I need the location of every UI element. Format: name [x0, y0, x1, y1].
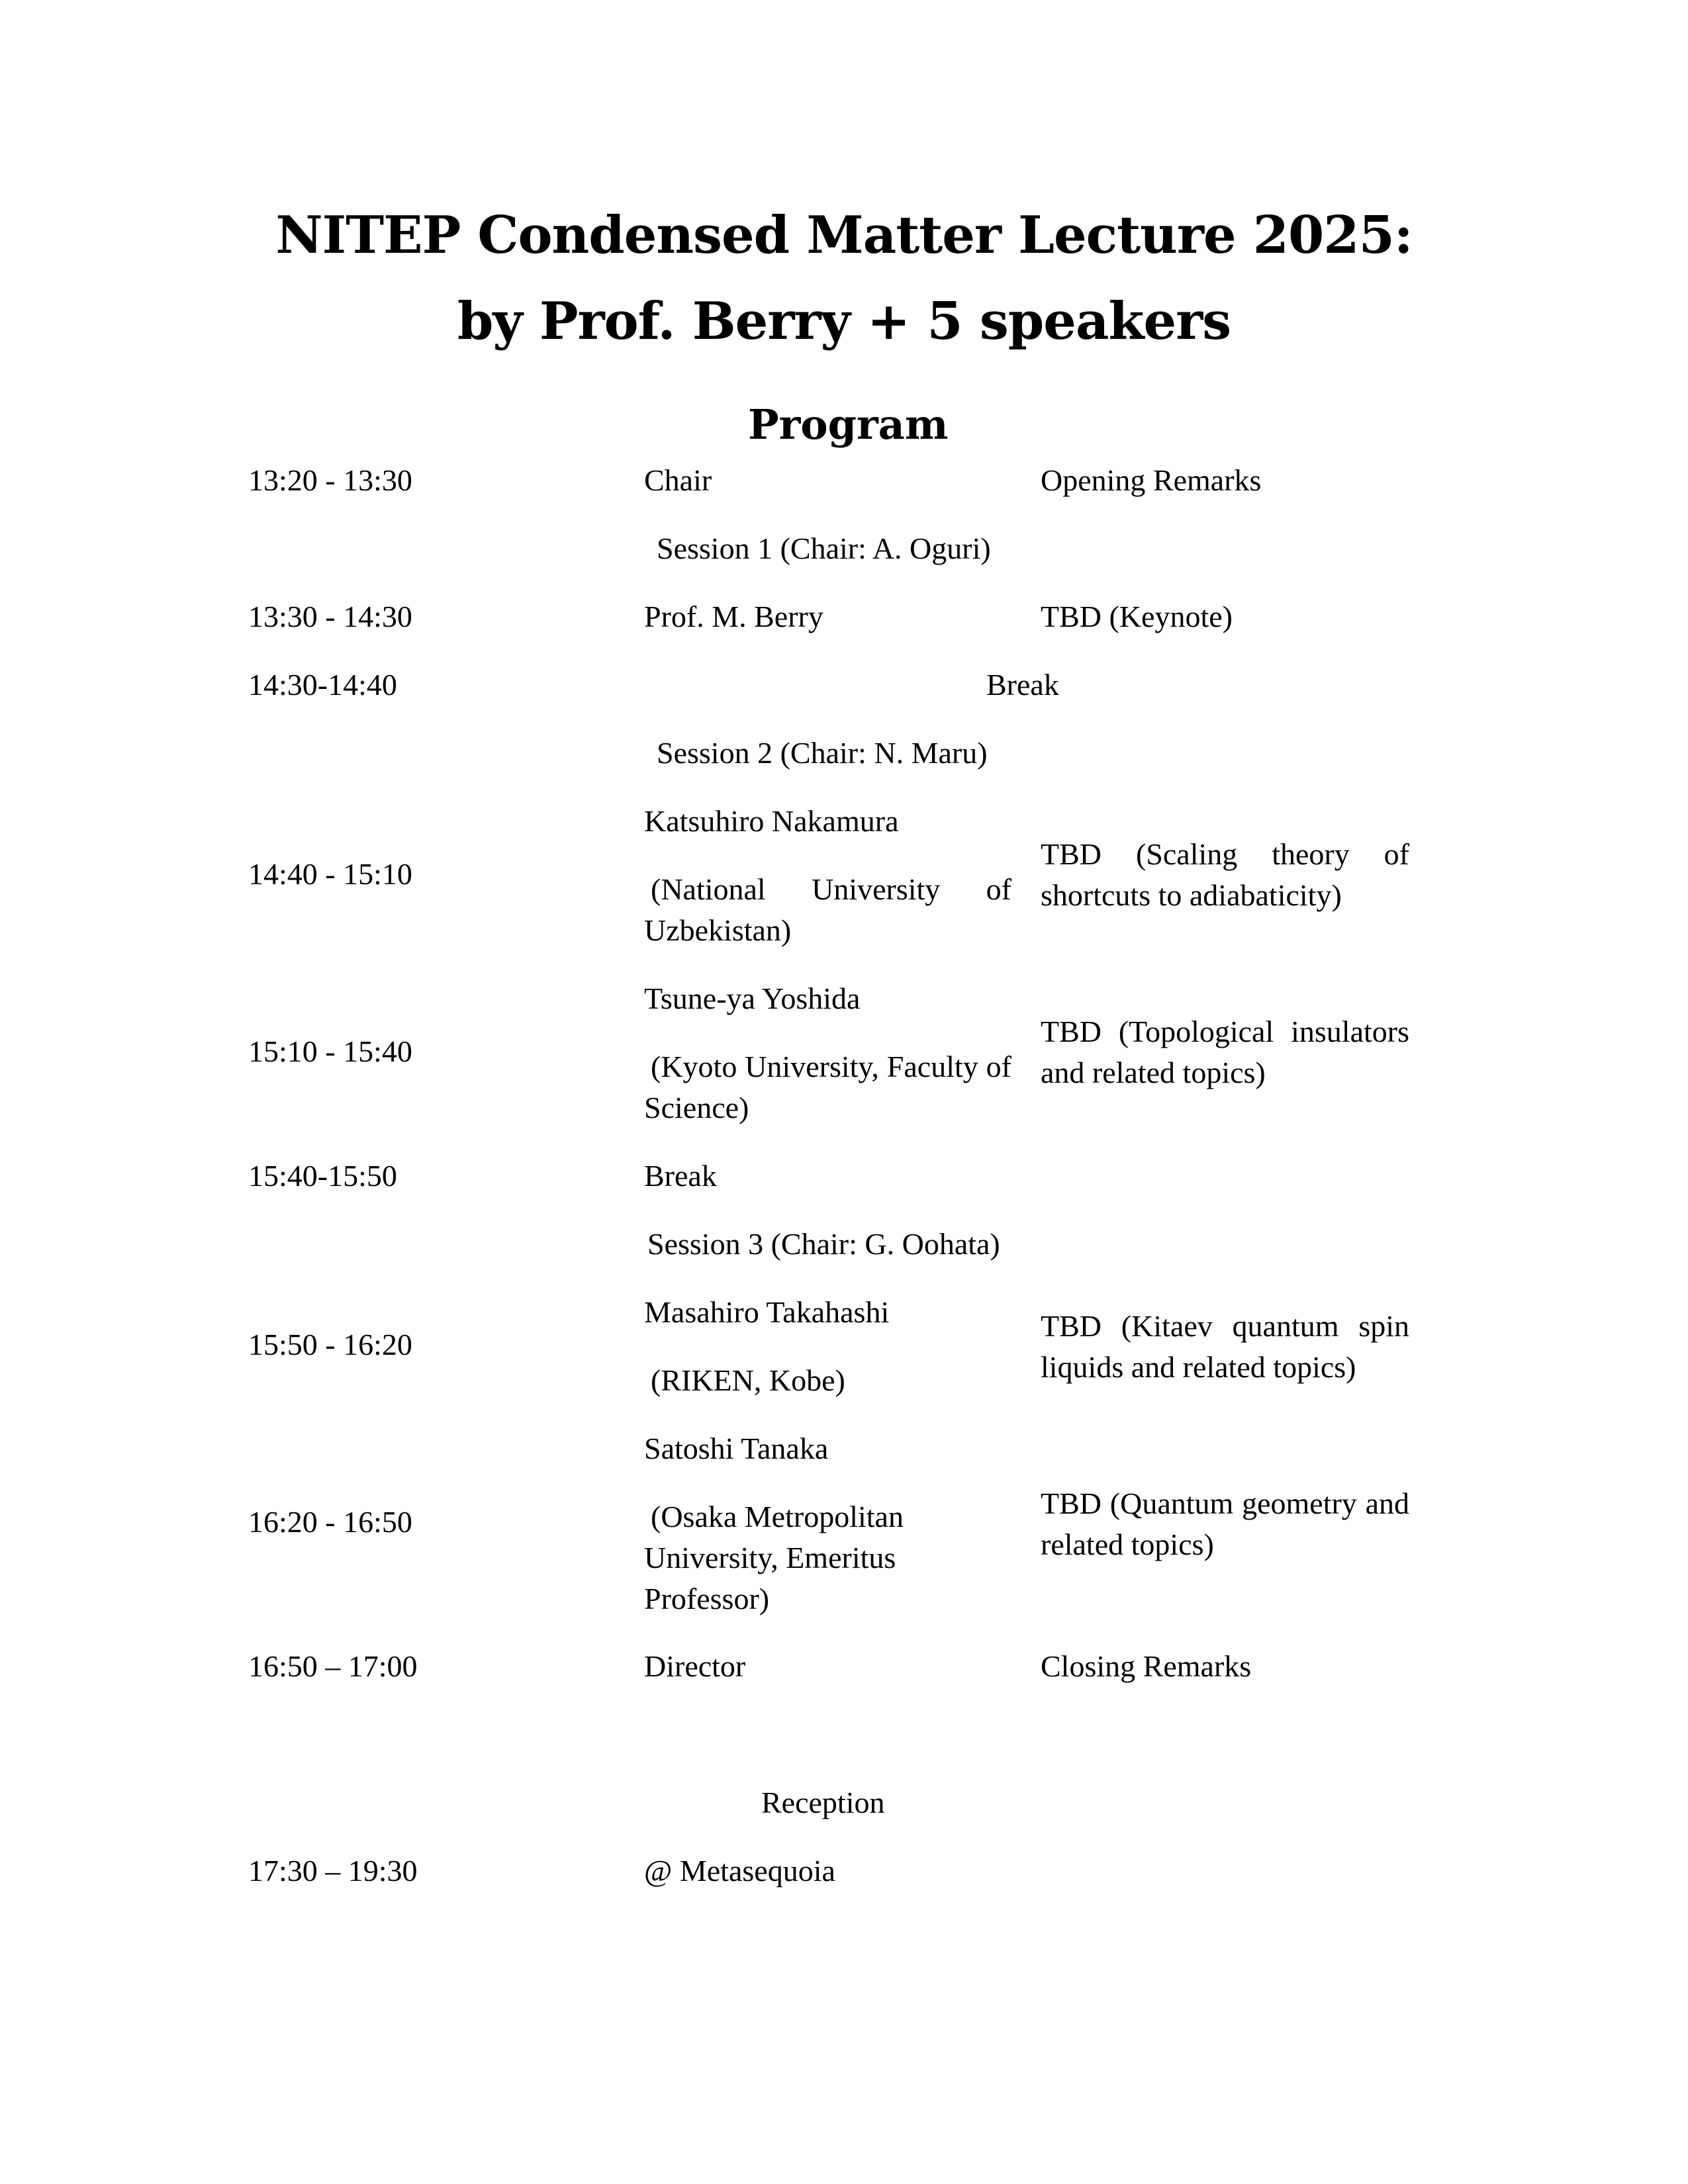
keynote-speaker: Prof. M. Berry — [644, 600, 823, 633]
opening-topic: Opening Remarks — [1041, 463, 1262, 497]
break-2-label: Break — [644, 1159, 717, 1193]
talk-3-affiliation: (RIKEN, Kobe) — [651, 1363, 845, 1397]
talk-3-topic: TBD (Kitaev quantum spin liquids and related topics) — [1041, 1309, 1409, 1384]
closing-time: 16:50 – 17:00 — [248, 1649, 418, 1683]
talk-2-speaker: Tsune-ya Yoshida — [644, 981, 861, 1015]
keynote-topic: TBD (Keynote) — [1041, 600, 1233, 633]
break-2-time: 15:40-15:50 — [248, 1159, 397, 1193]
reception-time: 17:30 – 19:30 — [248, 1854, 418, 1888]
closing-speaker: Director — [644, 1649, 746, 1683]
program-heading: Program — [748, 400, 949, 449]
keynote-time: 13:30 - 14:30 — [248, 600, 412, 633]
closing-topic: Closing Remarks — [1041, 1649, 1252, 1683]
reception-heading: Reception — [761, 1786, 885, 1819]
talk-4-affiliation: (Osaka Metropolitan University, Emeritus Professor) — [644, 1500, 904, 1615]
break-1-label: Break — [986, 668, 1059, 702]
talk-3-speaker: Masahiro Takahashi — [644, 1295, 890, 1329]
talk-2-topic: TBD (Topological insulators and related topics) — [1041, 1015, 1409, 1089]
session-1-heading: Session 1 (Chair: A. Oguri) — [657, 531, 991, 565]
talk-2-time: 15:10 - 15:40 — [248, 1034, 412, 1068]
talk-1-speaker: Katsuhiro Nakamura — [644, 804, 899, 838]
opening-speaker: Chair — [644, 463, 712, 497]
talk-4-speaker: Satoshi Tanaka — [644, 1432, 829, 1465]
session-2-heading: Session 2 (Chair: N. Maru) — [657, 736, 988, 770]
talk-4-time: 16:20 - 16:50 — [248, 1505, 412, 1539]
document-title-line-1: NITEP Condensed Matter Lecture 2025: — [275, 205, 1413, 265]
talk-2-affiliation: (Kyoto University, Faculty of Science) — [644, 1050, 1011, 1124]
talk-4-topic: TBD (Quantum geometry and related topics) — [1041, 1486, 1409, 1561]
talk-1-topic: TBD (Scaling theory of shortcuts to adiabaticity) — [1041, 837, 1409, 912]
talk-1-time: 14:40 - 15:10 — [248, 857, 412, 891]
document-title-line-2: by Prof. Berry + 5 speakers — [457, 291, 1231, 351]
reception-venue: @ Metasequoia — [644, 1854, 835, 1888]
break-1-time: 14:30-14:40 — [248, 668, 397, 702]
talk-1-affiliation: (National University of Uzbekistan) — [644, 872, 1011, 947]
session-3-heading: Session 3 (Chair: G. Oohata) — [647, 1227, 1000, 1261]
talk-3-time: 15:50 - 16:20 — [248, 1328, 412, 1361]
opening-time: 13:20 - 13:30 — [248, 463, 412, 497]
